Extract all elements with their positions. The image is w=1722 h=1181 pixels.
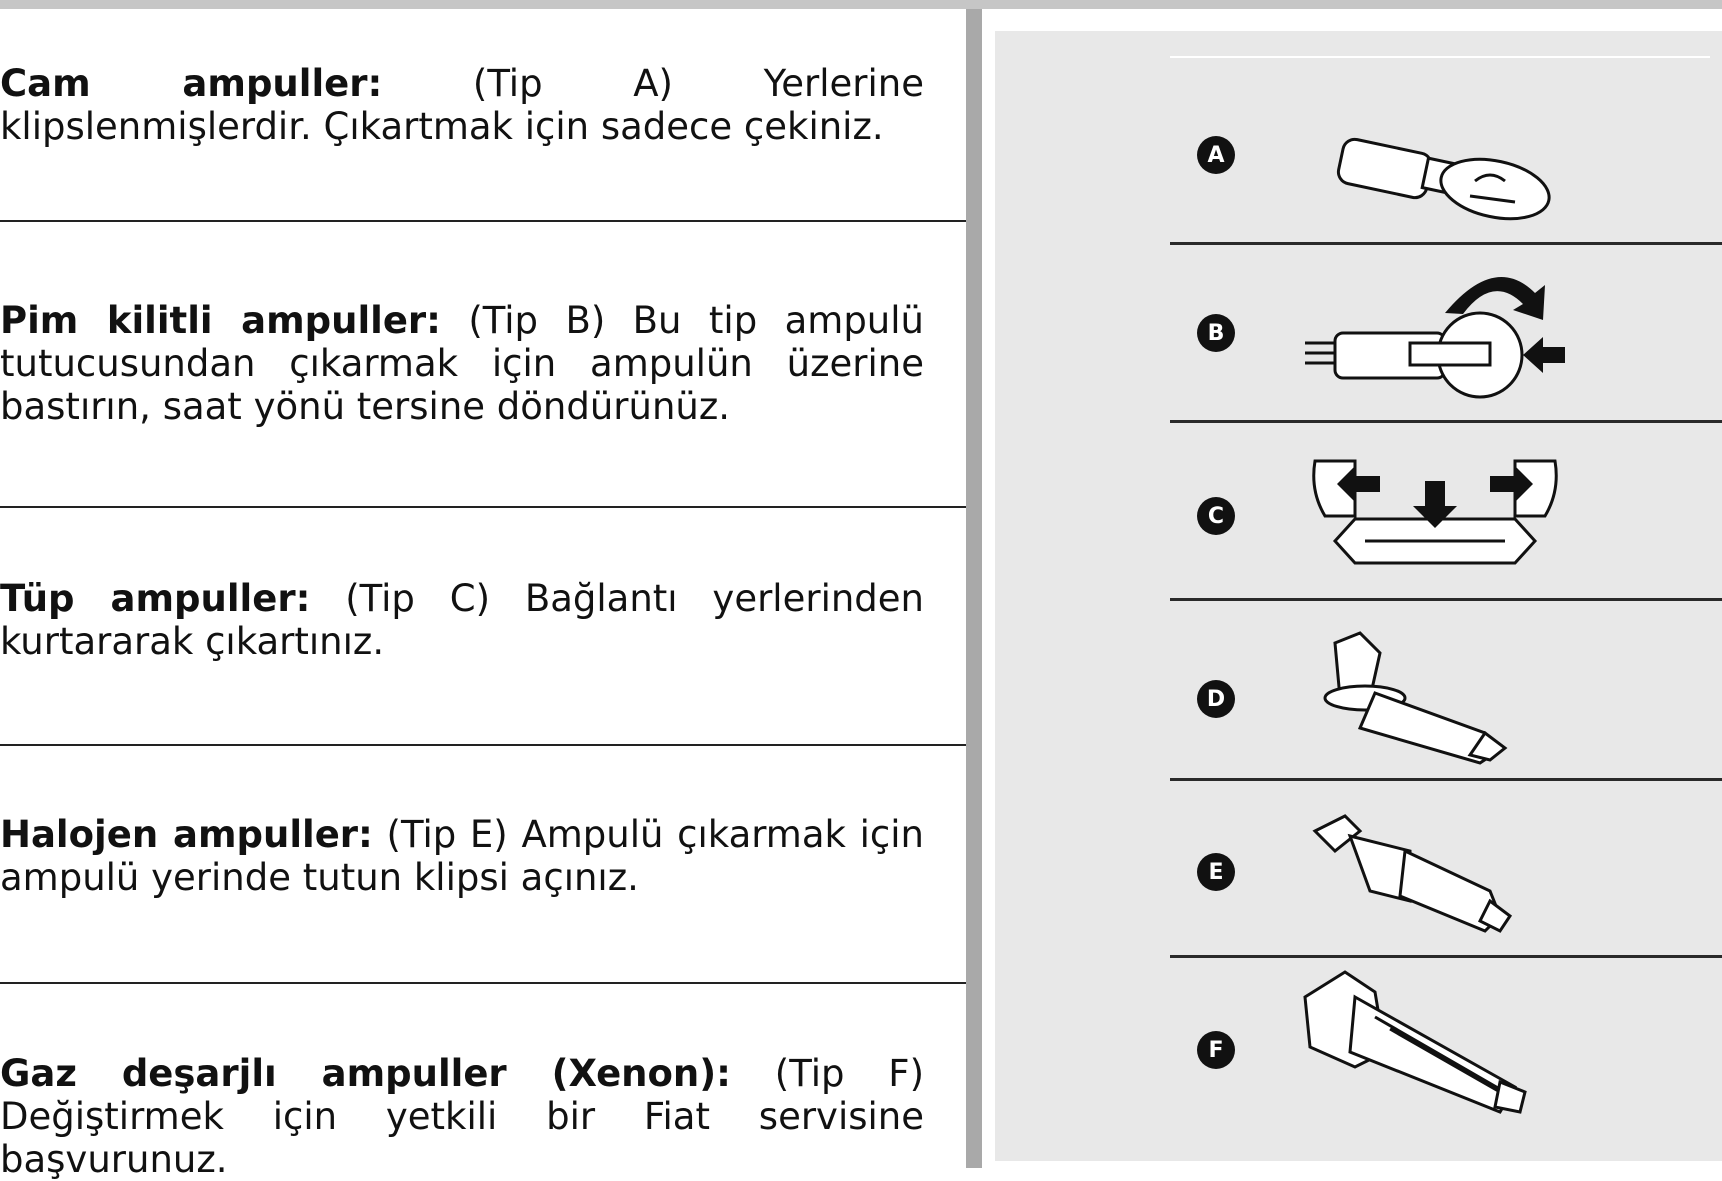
entry-tube-bulbs bbox=[0, 577, 924, 663]
glass-bulb-icon bbox=[1295, 101, 1575, 251]
badge-d: D bbox=[1197, 680, 1235, 718]
entry-text: (Tip E) Ampulü çıkarmak için ampulü yerinde tutun klipsi açınız. bbox=[0, 813, 925, 899]
entry-term: Tüp ampuller: bbox=[0, 577, 311, 620]
figure-separator bbox=[1170, 778, 1722, 781]
entry-text: (Tip C) Bağlantı yerlerinden kurtararak çıkartınız. bbox=[0, 577, 924, 663]
entry-halogen-bulbs bbox=[0, 813, 924, 899]
entry-term: Cam ampuller: bbox=[0, 62, 383, 105]
badge-f: F bbox=[1197, 1031, 1235, 1069]
entry-term: Halojen ampuller: bbox=[0, 813, 373, 856]
badge-b: B bbox=[1197, 314, 1235, 352]
entry-term: Gaz deşarjlı ampuller (Xenon): bbox=[0, 1052, 731, 1095]
entry-pin-lock-bulbs bbox=[0, 299, 924, 428]
entry-text: (Tip A) Yerlerine klipslenmişlerdir. Çıkartmak için sadece çekiniz. bbox=[0, 62, 924, 148]
figure-separator bbox=[1170, 955, 1722, 958]
tube-bulb-icon bbox=[1295, 441, 1575, 591]
halogen-bulb-d-icon bbox=[1295, 623, 1575, 773]
top-rule bbox=[0, 0, 1722, 9]
figure-top-line bbox=[1170, 56, 1710, 58]
pin-lock-bulb-icon bbox=[1295, 263, 1575, 413]
bulb-descriptions bbox=[0, 9, 966, 1181]
entry-term: Pim kilitli ampuller: bbox=[0, 299, 441, 342]
figure-separator bbox=[1170, 242, 1722, 245]
entry-text: (Tip B) Bu tip ampulü tutucusundan çıkarmak için ampulün üzerine bastırın, saat yönü tersine döndürünüz. bbox=[0, 299, 924, 428]
entry-glass-bulbs bbox=[0, 62, 924, 148]
figure-separator bbox=[1170, 420, 1722, 423]
badge-a: A bbox=[1197, 136, 1235, 174]
divider-line bbox=[0, 506, 966, 508]
divider-line bbox=[0, 982, 966, 984]
bulb-types-figure bbox=[995, 31, 1722, 1161]
divider-line bbox=[0, 744, 966, 746]
xenon-bulb-icon bbox=[1295, 967, 1575, 1117]
halogen-bulb-e-icon bbox=[1295, 801, 1575, 951]
badge-c: C bbox=[1197, 497, 1235, 535]
entry-text: (Tip F) Değiştirmek için yetkili bir Fiat servisine başvurunuz. bbox=[0, 1052, 924, 1181]
entry-xenon-bulbs bbox=[0, 1052, 924, 1181]
figure-separator bbox=[1170, 598, 1722, 601]
divider-line bbox=[0, 220, 966, 222]
badge-e: E bbox=[1197, 853, 1235, 891]
column-divider bbox=[966, 9, 982, 1168]
